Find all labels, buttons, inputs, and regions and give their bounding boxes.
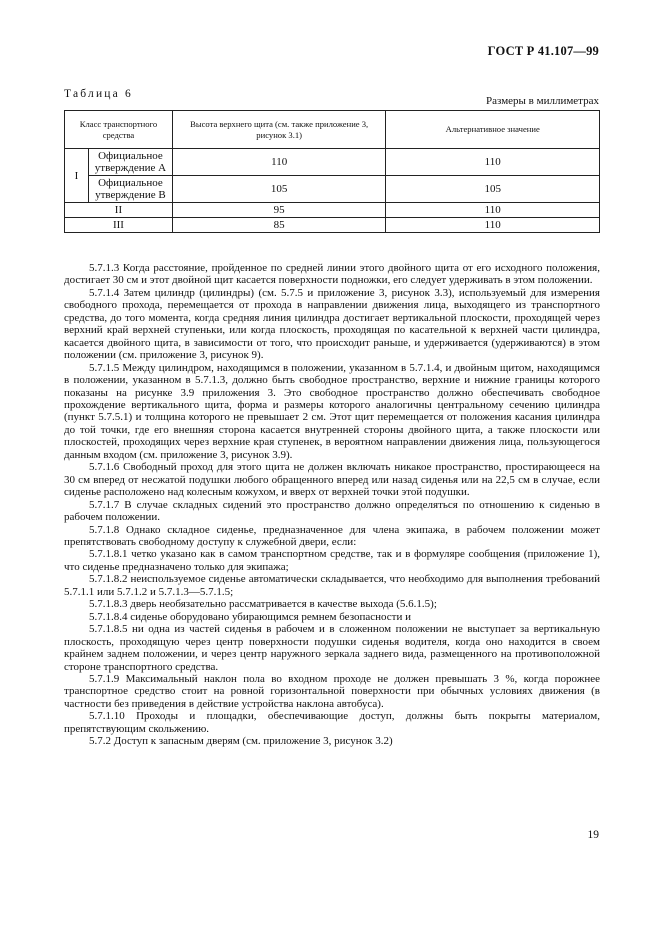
height-cell: 110 <box>172 149 386 176</box>
alt-cell: 110 <box>386 203 600 218</box>
subclass-cell: Официальное утверждение А <box>88 149 172 176</box>
height-cell: 85 <box>172 218 386 233</box>
header-height: Высота верхнего щита (см. также приложение 3, рисунок 3.1) <box>172 111 386 149</box>
height-cell: 95 <box>172 203 386 218</box>
table-6 <box>64 110 600 233</box>
class-cell: I <box>65 149 89 203</box>
paragraph: 5.7.1.6 Свободный проход для этого щита не должен включать никакое пространство, простирающееся на 30 см вперед от несжатой подушки любого обращенного вперед или назад сиденья или на 22,5 см в случае, если сиденье расположено над колесным кожухом, и вверх от верхней точки этой подушки. <box>64 461 600 499</box>
class-cell: III <box>65 218 173 233</box>
table-caption: Таблица 6 <box>64 88 133 100</box>
height-cell: 105 <box>172 176 386 203</box>
alt-cell: 105 <box>386 176 600 203</box>
table-row <box>65 203 600 218</box>
alt-cell: 110 <box>386 149 600 176</box>
paragraph: 5.7.1.8.5 ни одна из частей сиденья в рабочем и в сложенном положении не выступает за вертикальную плоскость, проходящую через центр поверхности подушки сиденья водителя, когда оно находится в своем крайнем заднем положении, и через центр наружного зеркала заднего вида, размещенного на противоположной стороне транспортного средства. <box>64 623 600 673</box>
paragraph: 5.7.2 Доступ к запасным дверям (см. приложение 3, рисунок 3.2) <box>89 735 393 748</box>
table-units: Размеры в миллиметрах <box>486 95 599 107</box>
header-alt: Альтернативное значение <box>386 111 600 149</box>
table-row <box>65 176 600 203</box>
paragraph: 5.7.1.8.2 неиспользуемое сиденье автоматически складывается, что необходимо для выполнения требований 5.7.1.1 или 5.7.1.2 и 5.7.1.3—5.7.1.5; <box>64 573 600 598</box>
body-text <box>64 262 600 748</box>
alt-cell: 110 <box>386 218 600 233</box>
paragraph: 5.7.1.8 Однако складное сиденье, предназначенное для члена экипажа, в рабочем положении может препятствовать свободному доступу к служебной двери, если: <box>64 523 600 548</box>
subclass-cell: Официальное утверждение В <box>88 176 172 203</box>
paragraph: 5.7.1.10 Проходы и площадки, обеспечивающие доступ, должны быть покрыты материалом, препятствующим скольжению. <box>64 710 600 735</box>
paragraph: 5.7.1.7 В случае складных сидений это пространство должно определяться по отношению к сиденью в рабочем положении. <box>64 498 600 524</box>
page-number: 19 <box>587 829 599 841</box>
class-cell: II <box>65 203 173 218</box>
paragraph: 5.7.1.3 Когда расстояние, пройденное по средней линии этого двойного щита от его исходного положения, достигает 30 см и этот двойной щит касается поверхности подножки, его следует удерживать в этом положении. <box>64 262 600 287</box>
paragraph: 5.7.1.8.3 дверь необязательно рассматривается в качестве выхода (5.6.1.5); <box>89 598 437 611</box>
table-row <box>65 149 600 176</box>
header-class: Класс транспортного средства <box>65 111 173 149</box>
table-row <box>65 218 600 233</box>
table-header-row <box>65 111 600 149</box>
paragraph: 5.7.1.8.1 четко указано как в самом транспортном средстве, так и в формуляре сообщения (приложение 1), что сиденье предназначено только для экипажа; <box>64 548 600 573</box>
paragraph: 5.7.1.4 Затем цилиндр (цилиндры) (см. 5.7.5 и приложение 3, рисунок 3.3), используемый для измерения свободного прохода, перемещается от прохода в направлении движения лица, выходящего из транспортного средства, до того момента, когда средняя линия цилиндра достигает вертикальной плоскости, проходящей через верхний край верхней ступеньки, или когда плоскость, проходящая по касательной к верхней части цилиндра, касается двойного щита, в зависимости от того, что происходит раньше, и удерживается (удерживаются) в этом положении (см. приложение 3, рисунок 9). <box>64 286 600 362</box>
paragraph: 5.7.1.9 Максимальный наклон пола во входном проходе не должен превышать 3 %, когда порожнее транспортное средство стоит на ровной горизонтальной поверхности при обычных условиях движения (в частности без приведения в действие устройства наклона автобуса). <box>64 672 600 710</box>
standard-header: ГОСТ Р 41.107—99 <box>487 44 599 58</box>
paragraph: 5.7.1.8.4 сиденье оборудовано убирающимся ремнем безопасности и <box>89 610 412 623</box>
paragraph: 5.7.1.5 Между цилиндром, находящимся в положении, указанном в 5.7.1.4, и двойным щитом, находящимся в положении, указанном в 5.7.1.3, должно быть свободное пространство, верхние и нижние границы которого показаны на рисунке 3.9 приложения 3. Это свободное пространство должно обеспечивать свободное прохождение вертикального щита, форма и размеры которого аналогичны центральному сечению цилиндра (пункт 5.7.5.1) и толщина которого не превышает 2 см. Этот щит перемещается от положения касания цилиндра до той точки, где его внешняя сторона касается внутренней стороны двойного щита, а также плоскости или плоскостей, проходящих через верхние края ступенек, в вероятном направлении движения лица, пользующегося данным входом (см. приложение 3, рисунок 3.9). <box>64 361 600 461</box>
